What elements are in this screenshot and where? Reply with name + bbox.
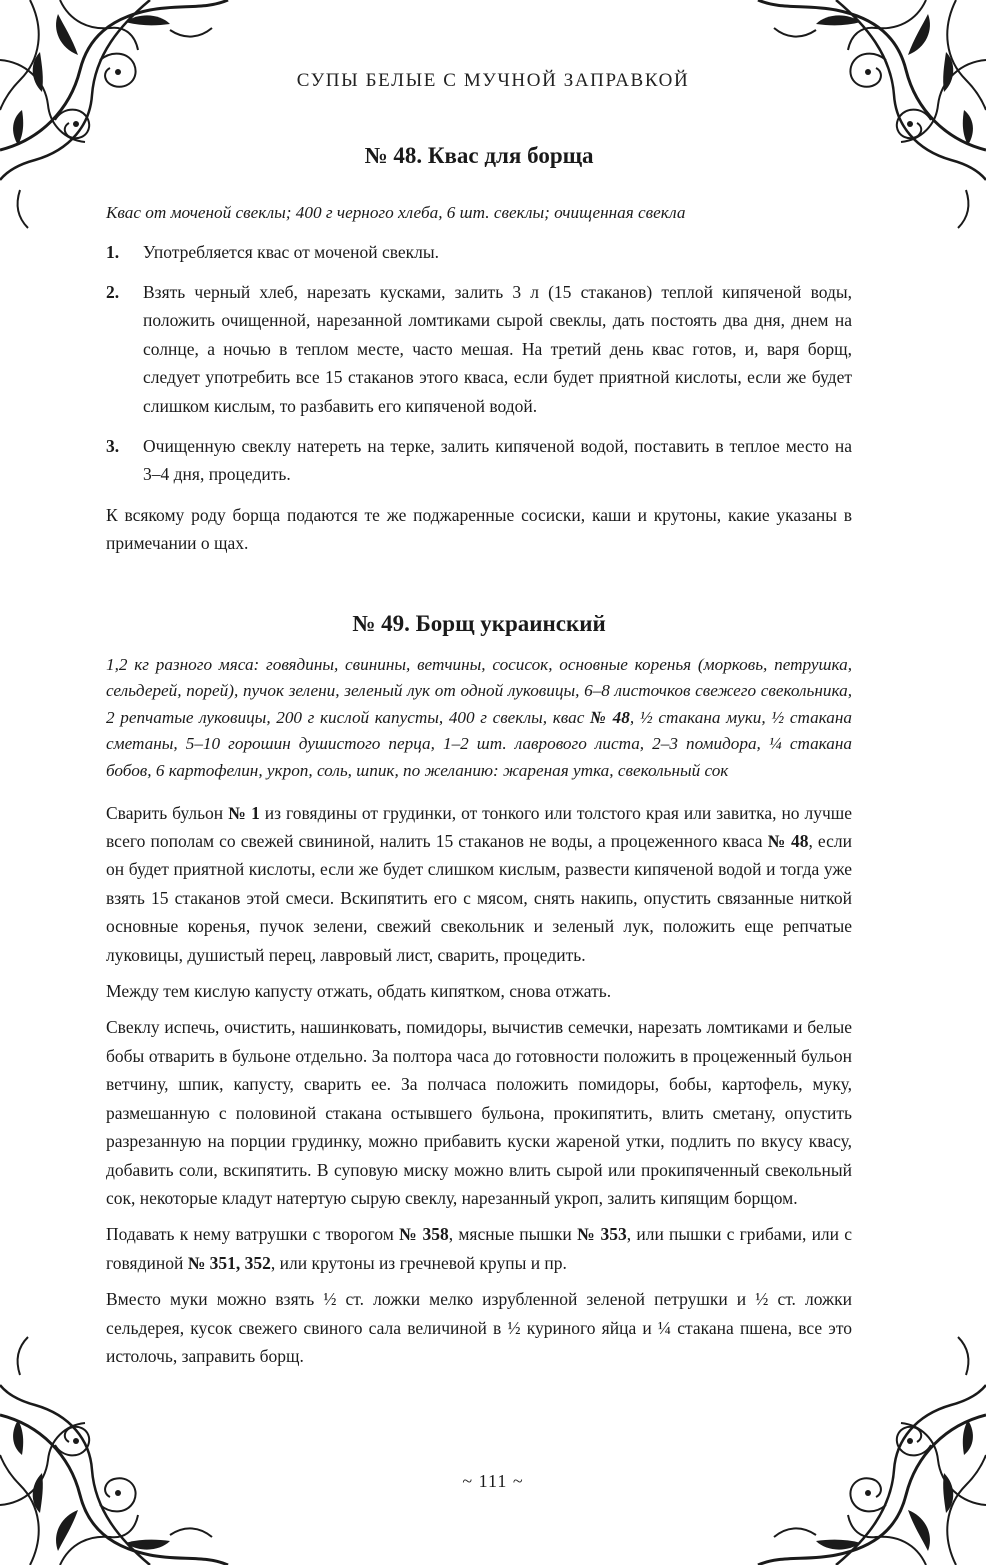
ingredients-text: 1,2 кг разного мяса: говядины, свинины, ветчины, сосисок, основные коренья (морковь, петрушка, сельдерей, порей), пучок зелени, зеленый лук от одной луковицы, 6–8 листочков свежего свекольника, 2 репчатые луковицы, 200 г кислой капусты, 400 г свеклы, квас — [106, 654, 852, 727]
paragraph-text: Подавать к нему ватрушки с творогом — [106, 1224, 399, 1245]
recipe-reference: № 358 — [398, 1224, 449, 1245]
running-head: СУПЫ БЕЛЫЕ С МУЧНОЙ ЗАПРАВКОЙ — [296, 70, 690, 91]
recipe-reference: № 1 — [228, 802, 260, 823]
ingredients-list — [106, 652, 852, 785]
steps-list — [106, 238, 852, 489]
recipe-reference: № 353 — [576, 1224, 627, 1245]
step-text: Употребляется квас от моченой свеклы. — [143, 241, 440, 262]
paragraph-text: , или пышки с грибами, или с говядиной — [106, 1224, 852, 1273]
step-number: 2. — [106, 282, 120, 302]
paragraph-text: , если он будет приятной кислоты, если же будет слишком кислым, развести кипяченой водой и тогда уже взять 15 стаканов этой смеси. Вскипятить его с мясом, снять накипь, опустить связанные ниткой основные коренья, пучок зелени, свежий свекольник и зеленый лук, положить еще репчатые луковицы, душистый перец, лавровый лист, сварить, процедить. — [106, 831, 852, 965]
ingredients-text: , ½ стакана муки, ½ стакана сметаны, 5–10 горошин душистого перца, 1–2 шт. лаврового листа, 2–3 помидора, ¼ стакана бобов, 6 картофелин, укроп, соль, шпик, по желанию: жареная утка, свекольный сок — [106, 707, 852, 781]
step-number: 1. — [106, 241, 120, 262]
recipe-title: № 49. Борщ украинский — [352, 610, 606, 636]
recipe-reference: № 351, 352 — [187, 1252, 271, 1273]
recipe-48 — [106, 138, 852, 558]
recipe-49 — [106, 606, 852, 1371]
paragraph-text: из говядины от грудинки, от тонкого или толстого края или завитка, но лучше всего пополам со свежей свининой, налить 15 стаканов не воды, а процеженного кваса — [106, 802, 852, 852]
recipe-reference: № 48 — [767, 831, 809, 852]
step-number: 3. — [106, 436, 120, 457]
paragraph — [106, 1220, 852, 1277]
paragraph: Свеклу испечь, очистить, нашинковать, помидоры, вычистив семечки, нарезать ломтиками и белые бобы отварить в бульоне отдельно. За полтора часа до готовности положить в процеженный бульон ветчину, шпик, капусту, сварить ее. За полчаса положить помидоры, бобы, картофель, муку, размешанную с половиной стакана остывшего бульона, прокипятить, влить сметану, опустить разрезанную на порции грудинку, можно прибавить куски жареной утки, подлить по вкусу квасу, добавить соли, вскипятить. В суповую миску можно влить сырой или прокипяченный свекольный сок, некоторые кладут натертую сырую свеклу, нарезанный укроп, залить кипящим борщом. — [106, 1017, 852, 1208]
step-text: Очищенную свеклу натереть на терке, залить кипяченой водой, поставить в теплое место на 3–4 дня, процедить. — [143, 436, 852, 485]
page-number: ~ 111 ~ — [462, 1471, 524, 1491]
paragraph: Между тем кислую капусту отжать, обдать кипятком, снова отжать. — [106, 981, 612, 1002]
paragraph-text: Сварить бульон — [106, 802, 229, 823]
step-text: Взять черный хлеб, нарезать кусками, залить 3 л (15 стаканов) теплой кипяченой воды, положить очищенной, нарезанной ломтиками сырой свеклы, дать постоять два дня, днем на солнце, а ночью в теплом месте, часто мешая. На третий день квас готов, и, варя борщ, следует употребить все 15 стаканов этого кваса, если будет приятной кислоты, если же будет слишком кислым, то разбавить его кипяченой водой. — [143, 282, 852, 416]
paragraph — [106, 799, 852, 969]
list-item — [106, 432, 852, 489]
list-item — [106, 278, 852, 420]
paragraph-text: , мясные пышки — [448, 1224, 577, 1245]
paragraph: Вместо муки можно взять ½ ст. ложки мелко изрубленной зеленой петрушки и ½ ст. ложки сельдерея, кусок свежего свиного сала величиной в ½ куриного яйца и ¼ стакана пшена, все это истолочь, заправить борщ. — [106, 1289, 852, 1366]
recipe-title: № 48. Квас для борща — [364, 143, 594, 168]
list-item — [106, 238, 852, 266]
paragraph-text: , или крутоны из гречневой крупы и пр. — [270, 1252, 567, 1273]
page-content — [106, 138, 852, 1378]
recipe-reference: № 48 — [589, 707, 630, 727]
recipe-note: К всякому роду борща подаются те же поджаренные сосиски, каши и крутоны, какие указаны в примечании о щах. — [106, 504, 852, 554]
ingredients-list: Квас от моченой свеклы; 400 г черного хлеба, 6 шт. свеклы; очищенная свекла — [106, 203, 686, 222]
